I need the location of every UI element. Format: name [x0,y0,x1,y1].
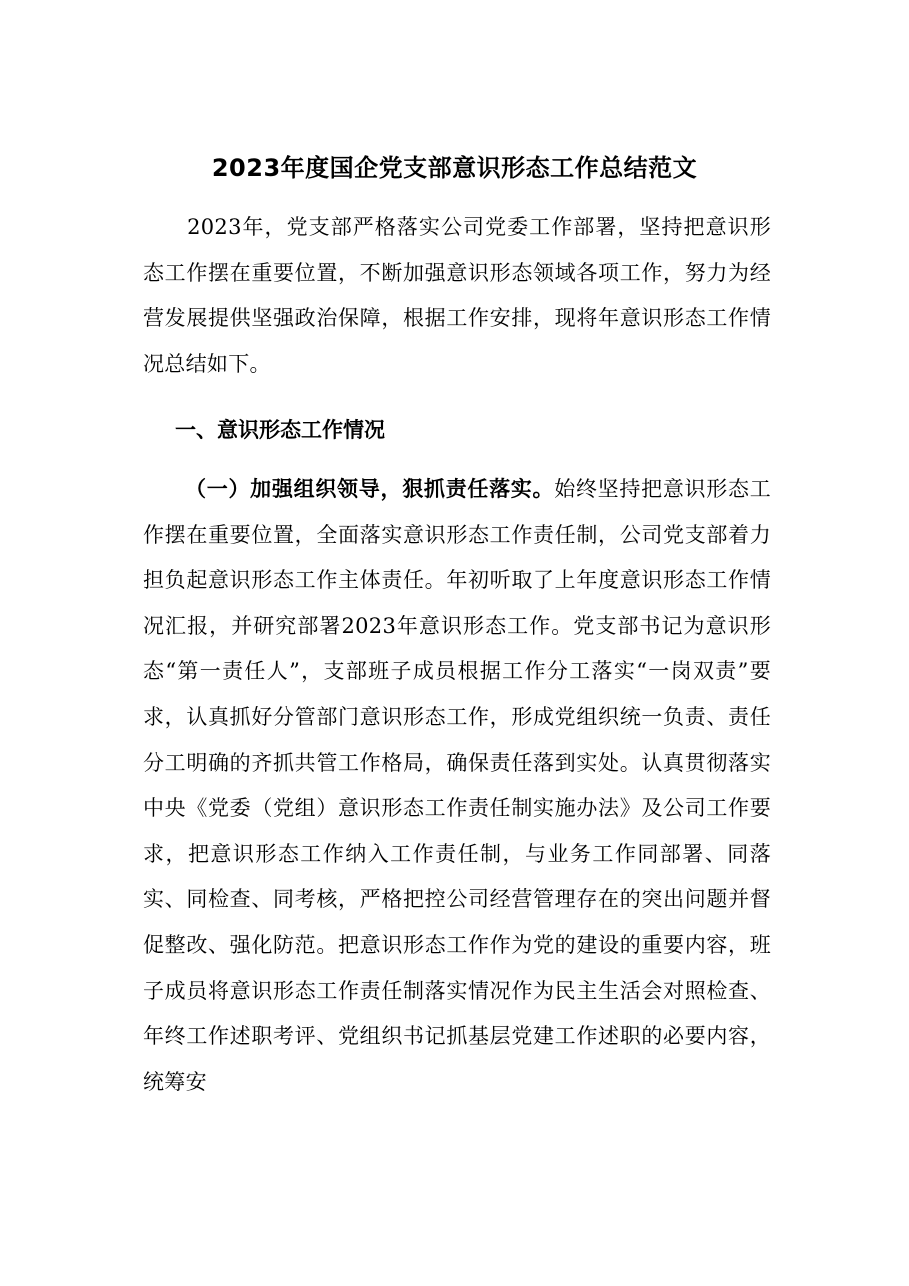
document-title: 2023年度国企党支部意识形态工作总结范文 [211,154,698,182]
section-heading: 一、意识形态工作情况 [175,418,385,442]
subsection-paragraph [143,467,771,1105]
intro-paragraph: 2023年，党支部严格落实公司党委工作部署，坚持把意识形态工作摆在重要位置，不断加强意识形态领域各项工作，努力为经营发展提供坚强政治保障，根据工作安排，现将年意识形态工作情况总结如下。 [143,215,771,376]
subsection-text: 始终坚持把意识形态工作摆在重要位置，全面落实意识形态工作责任制，公司党支部着力担负起意识形态工作主体责任。年初听取了上年度意识形态工作情况汇报，并研究部署2023年意识形态工作。党支部书记为意识形态“第一责任人”，支部班子成员根据工作分工落实“一岗双责”要求，认真抓好分管部门意识形态工作，形成党组织统一负责、责任分工明确的齐抓共管工作格局，确保责任落到实处。认真贯彻落实中央《党委（党组）意识形态工作责任制实施办法》及公司工作要求，把意识形态工作纳入工作责任制，与业务工作同部署、同落实、同检查、同考核，严格把控公司经营管理存在的突出问题并督促整改、强化防范。把意识形态工作作为党的建设的重要内容，班子成员将意识形态工作责任制落实情况作为民主生活会对照检查、年终工作述职考评、党组织书记抓基层党建工作述职的必要内容，统筹安 [143,477,772,1094]
subsection-lead: （一）加强组织领导，狠抓责任落实。 [185,477,555,501]
